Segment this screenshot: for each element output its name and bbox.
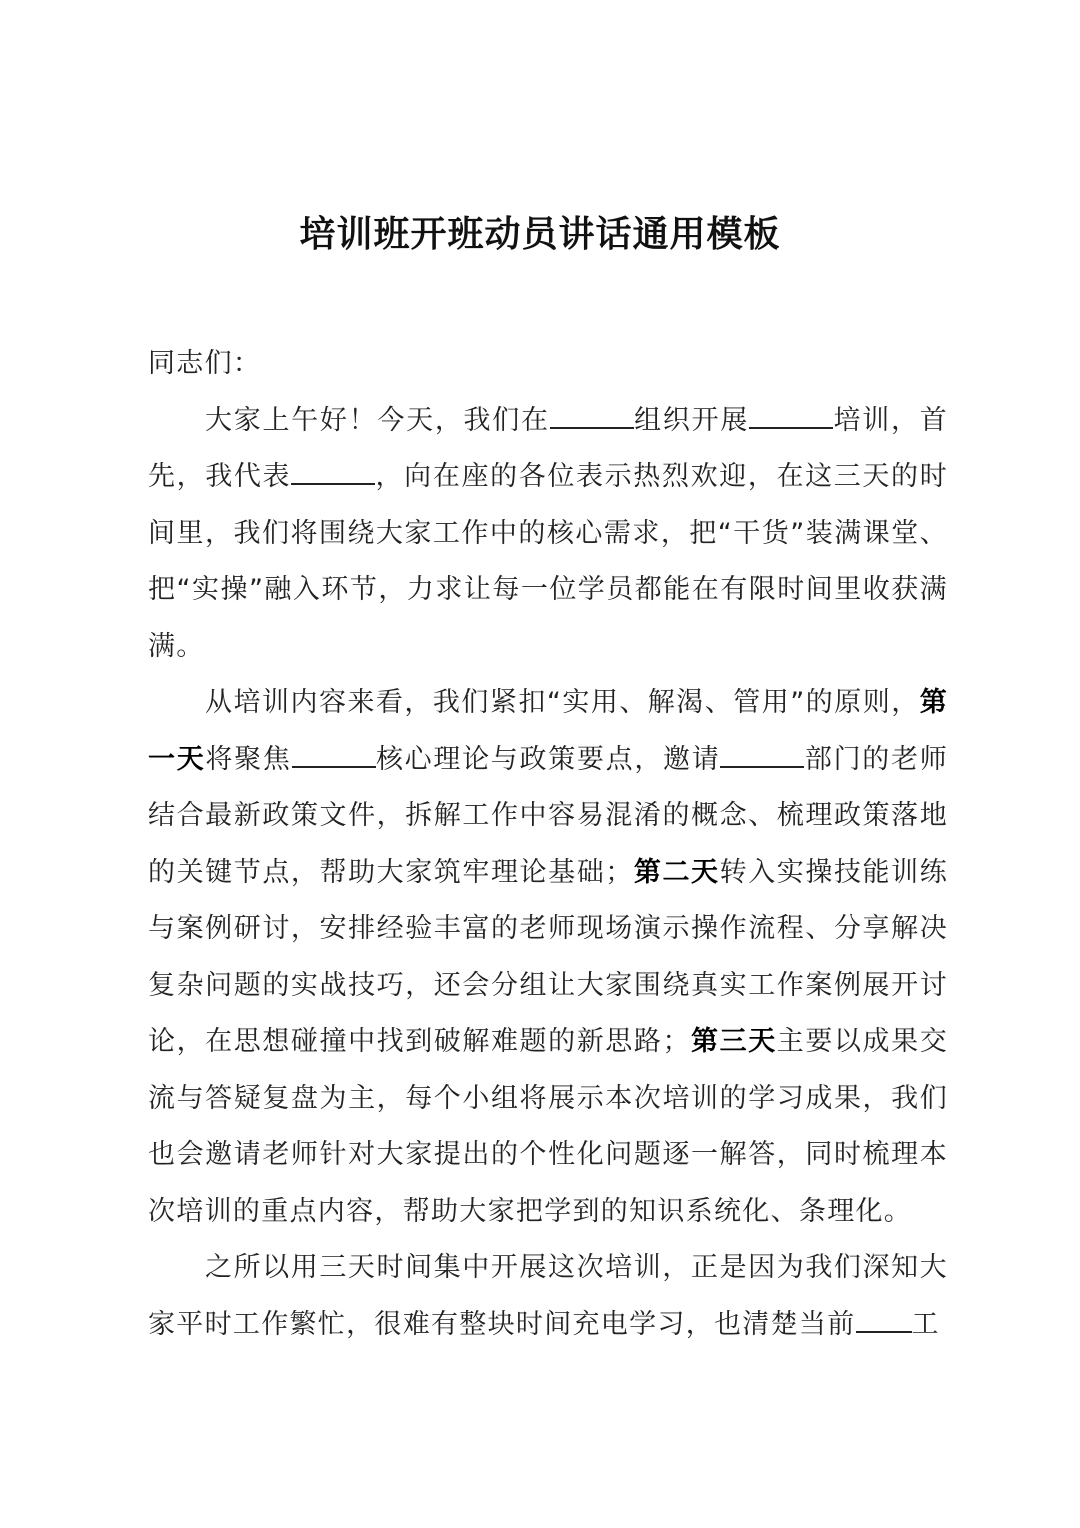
document-title: 培训班开班动员讲话通用模板 <box>299 213 781 255</box>
body-text: 主要以成果交流与答疑复盘为主，每个小组将展示本次培训的学习成果，我们也会邀请老师针对大家提出的个性化问题逐一解答，同时梳理本次培训的重点内容，帮助大家把学到的知识系统化、条理化。 <box>148 1026 948 1227</box>
body-text: 之所以用三天时间集中开展这次培训，正是因为我们深知大家平时工作繁忙，很难有整块时间充电学习，也清楚当前 <box>148 1252 948 1340</box>
body-text: 核心理论与政策要点，邀请 <box>375 743 721 775</box>
fill-in-blank <box>720 742 804 768</box>
document-body <box>148 336 948 1353</box>
body-text: 转入实操技能训练与案例研讨，安排经验丰富的老师现场演示操作流程、分享解决复杂问题的实战技巧，还会分组让大家围绕真实工作案例展开讨论，在思想碰撞中找到破解难题的新思路； <box>148 856 948 1057</box>
body-text: 部门的老师结合最新政策文件，拆解工作中容易混淆的概念、梳理政策落地的关键节点，帮助大家筑牢理论基础； <box>148 743 948 888</box>
body-text: 将聚焦 <box>205 743 292 775</box>
body-text: 组织开展 <box>633 404 750 436</box>
fill-in-blank <box>291 459 375 485</box>
body-text: 工 <box>911 1308 940 1340</box>
fill-in-blank <box>550 403 634 429</box>
paragraph-welcome <box>148 393 948 676</box>
paragraph-training-content <box>148 675 948 1240</box>
day-label: 第三天 <box>690 1026 777 1057</box>
paragraph-rationale <box>148 1240 948 1353</box>
fill-in-blank <box>749 403 833 429</box>
body-text: 培训，首先，我代表 <box>148 404 948 492</box>
fill-in-blank <box>856 1307 912 1333</box>
day-label: 第一天 <box>148 687 948 775</box>
day-label: 第二天 <box>633 856 720 888</box>
body-text: 从培训内容来看，我们紧扣“实用、解渴、管用”的原则， <box>205 687 920 718</box>
body-text: 大家上午好！今天，我们在 <box>205 404 550 436</box>
fill-in-blank <box>292 742 376 768</box>
salutation: 同志们： <box>148 348 262 379</box>
body-text: ，向在座的各位表示热烈欢迎，在这三天的时间里，我们将围绕大家工作中的核心需求，把“干货”装满课堂、把“实操”融入环节，力求让每一位学员都能在有限时间里收获满满。 <box>148 461 949 662</box>
